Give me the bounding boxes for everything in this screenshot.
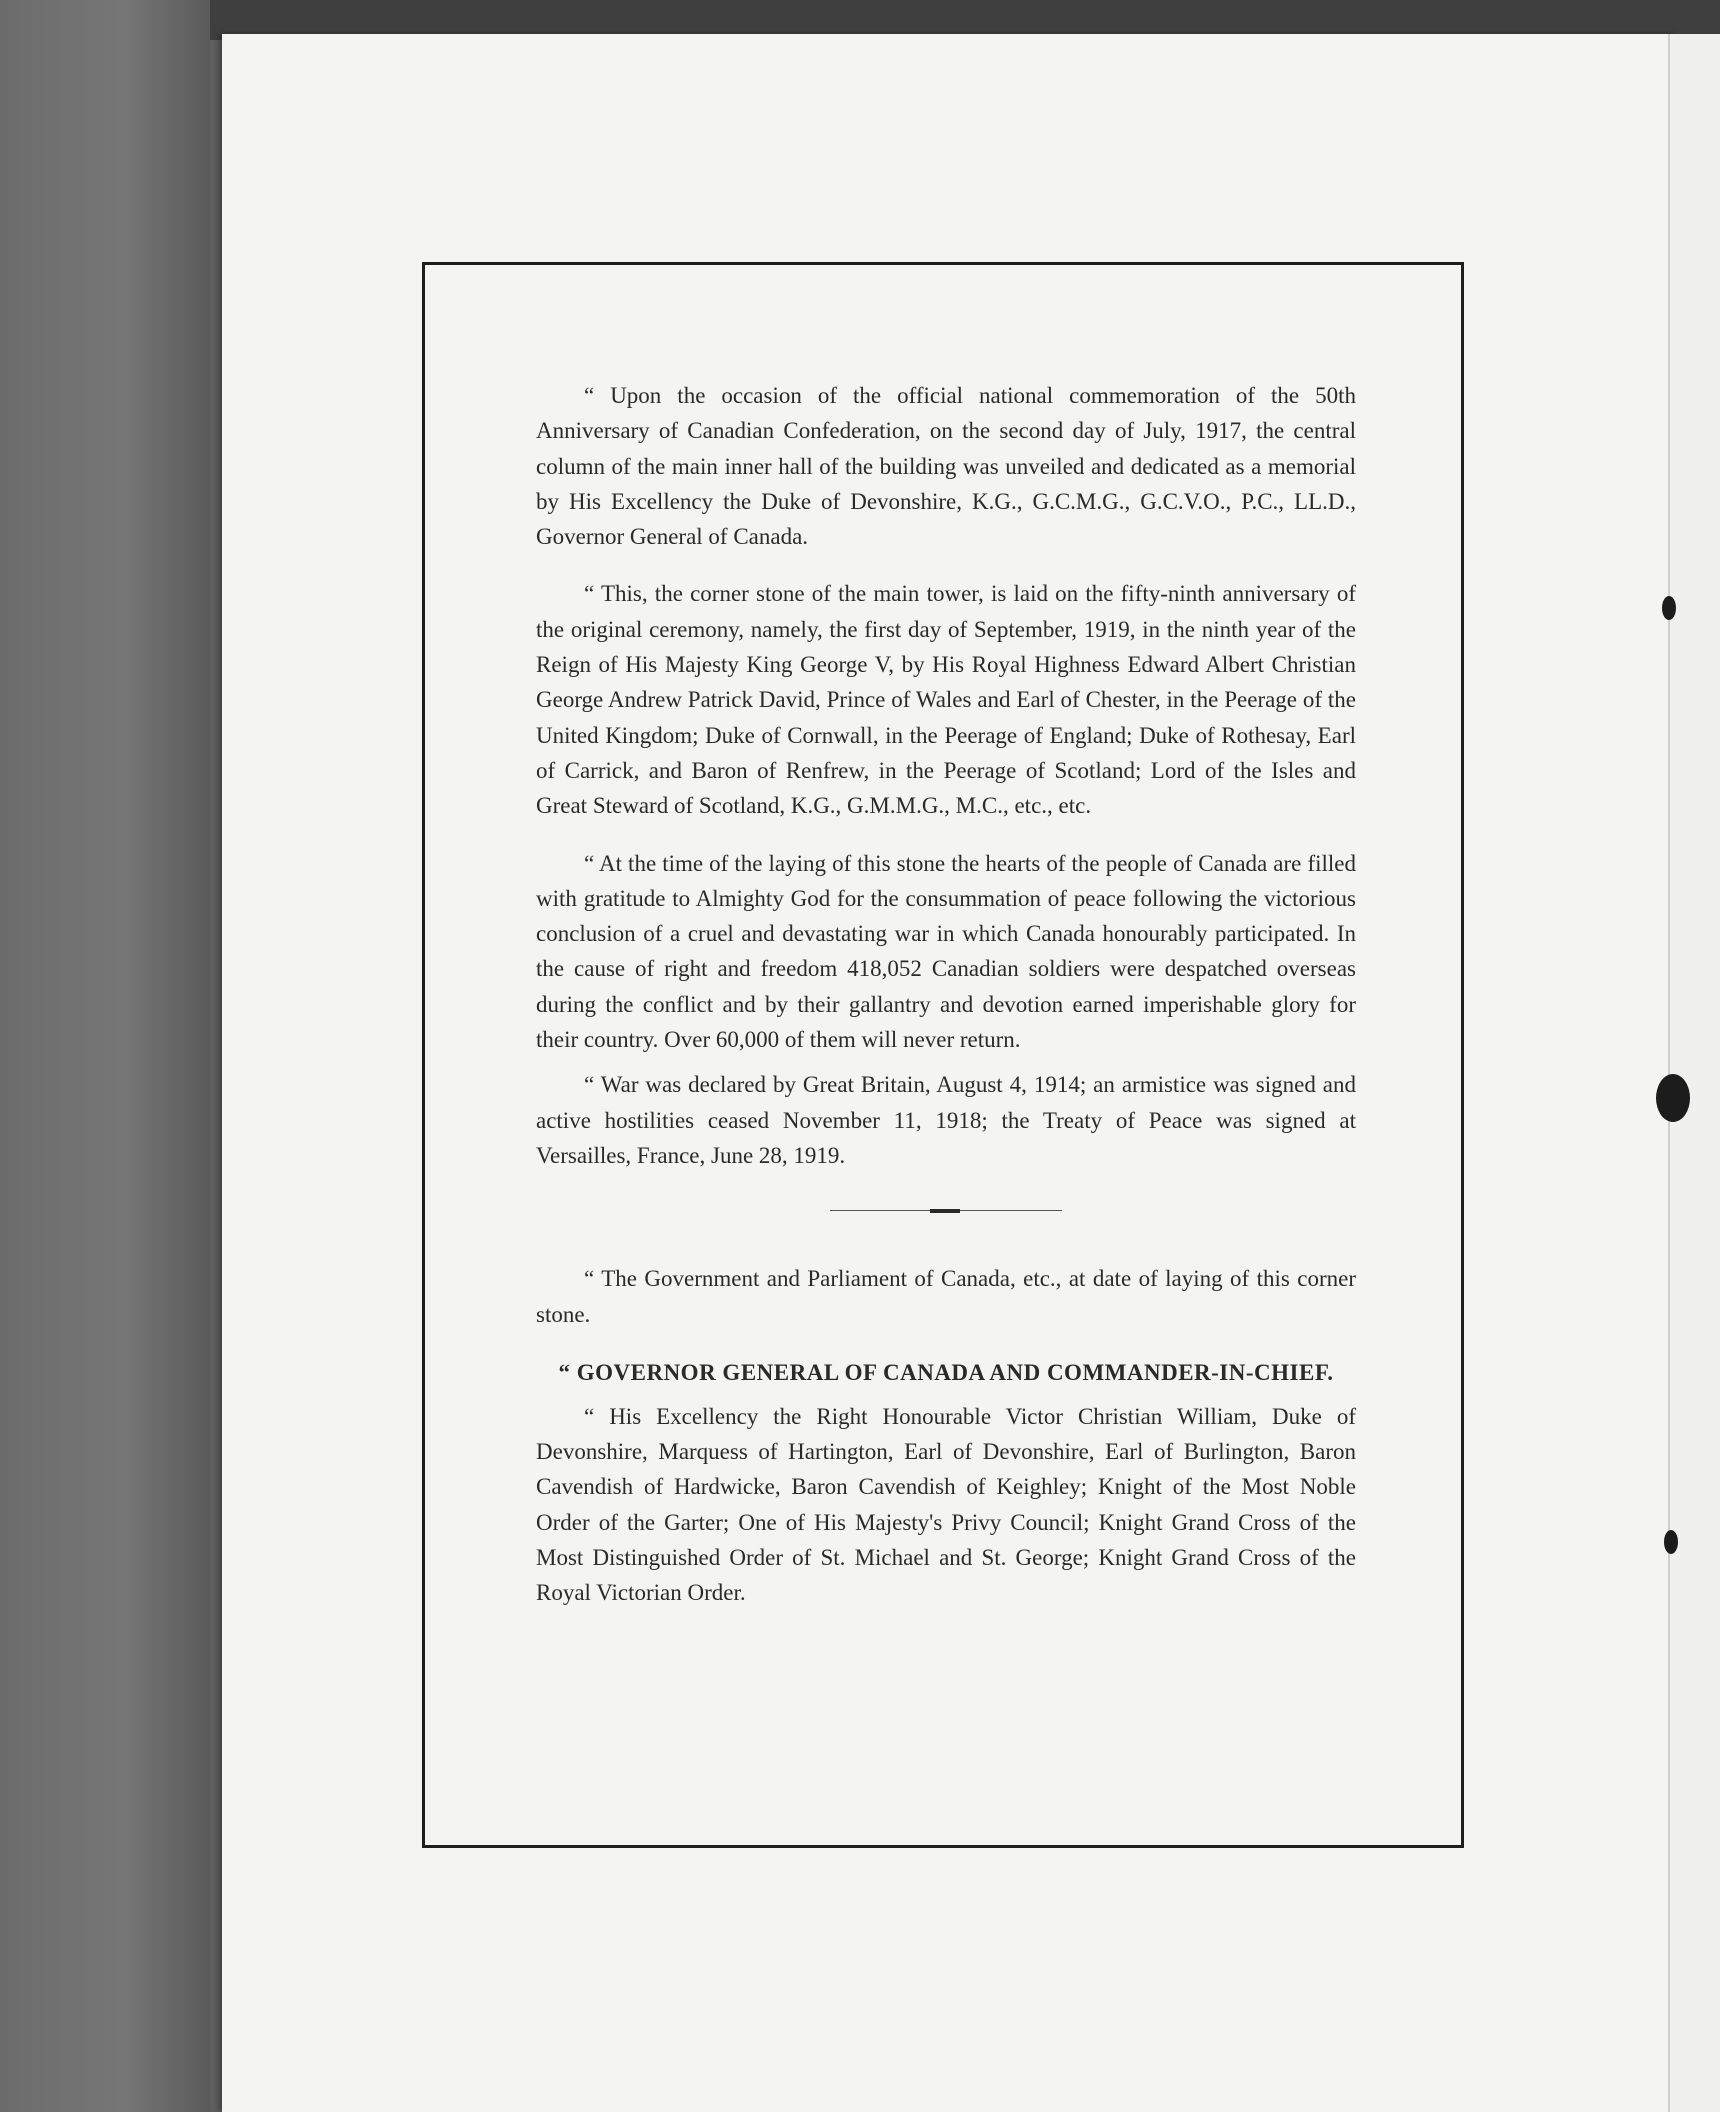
scan-background-left (0, 0, 210, 2112)
paragraph-governor-general: “ His Excellency the Right Honourable Victor Christian William, Duke of Devonshire, Marquess of Hartington, Earl of Devonshire, Earl of Burlington, Baron Cavendish of Hardwicke, Baron Cavendish of Keighley; Knight of the Most Noble Order of the Garter; One of His Majesty's Privy Council; Knight Grand Cross of the Most Distinguished Order of St. Michael and St. George; Knight Grand Cross of the Royal Victorian Order. (536, 1403, 1356, 1606)
section-heading: “ GOVERNOR GENERAL OF CANADA AND COMMANDER-IN-CHIEF. (558, 1359, 1334, 1385)
adjacent-page-edge (1668, 34, 1720, 2112)
paragraph-corner-stone: “ This, the corner stone of the main tower, is laid on the fifty-ninth anniversary of the original ceremony, namely, the first day of September, 1919, in the ninth year of the Reign of His Majesty King George V, by His Royal Highness Edward Albert Christian George Andrew Patrick David, Prince of Wales and Earl of Chester, in the Peerage of the United Kingdom; Duke of Cornwall, in the Peerage of England; Duke of Rothesay, Earl of Carrick, and Baron of Renfrew, in the Peerage of Scotland; Lord of the Isles and Great Steward of Scotland, K.G., G.M.M.G., M.C., etc., etc. (536, 581, 1356, 819)
paragraph-gratitude: “ At the time of the laying of this stone the hearts of the people of Canada are filled with gratitude to Almighty God for the consummation of peace following the victorious conclusion of a cruel and devastating war in which Canada honourably participated. In the cause of right and freedom 418,052 Canadian soldiers were despatched overseas during the conflict and by their gallantry and devotion earned imperishable glory for their country. Over 60,000 of them will never return. (536, 850, 1356, 1053)
divider-ornament (930, 1209, 960, 1213)
punch-hole-top (1662, 596, 1676, 620)
punch-hole-middle (1656, 1074, 1690, 1122)
paragraph-commemoration: “ Upon the occasion of the official national commemoration of the 50th Anniversary of Canadian Confederation, on the second day of July, 1917, the central column of the main inner hall of the building was unveiled and dedicated as a memorial by His Excellency the Duke of Devonshire, K.G., G.C.M.G., G.C.V.O., P.C., LL.D., Governor General of Canada. (536, 383, 1356, 550)
paragraph-war-dates: “ War was declared by Great Britain, August 4, 1914; an armistice was signed and active hostilities ceased November 11, 1918; the Treaty of Peace was signed at Versailles, France, June 28, 1919. (536, 1072, 1356, 1168)
inscription-text (536, 378, 1356, 1611)
punch-hole-bottom (1664, 1530, 1678, 1554)
section-divider (830, 1209, 1062, 1213)
paragraph-government: “ The Government and Parliament of Canada, etc., at date of laying of this corner stone. (536, 1266, 1356, 1327)
